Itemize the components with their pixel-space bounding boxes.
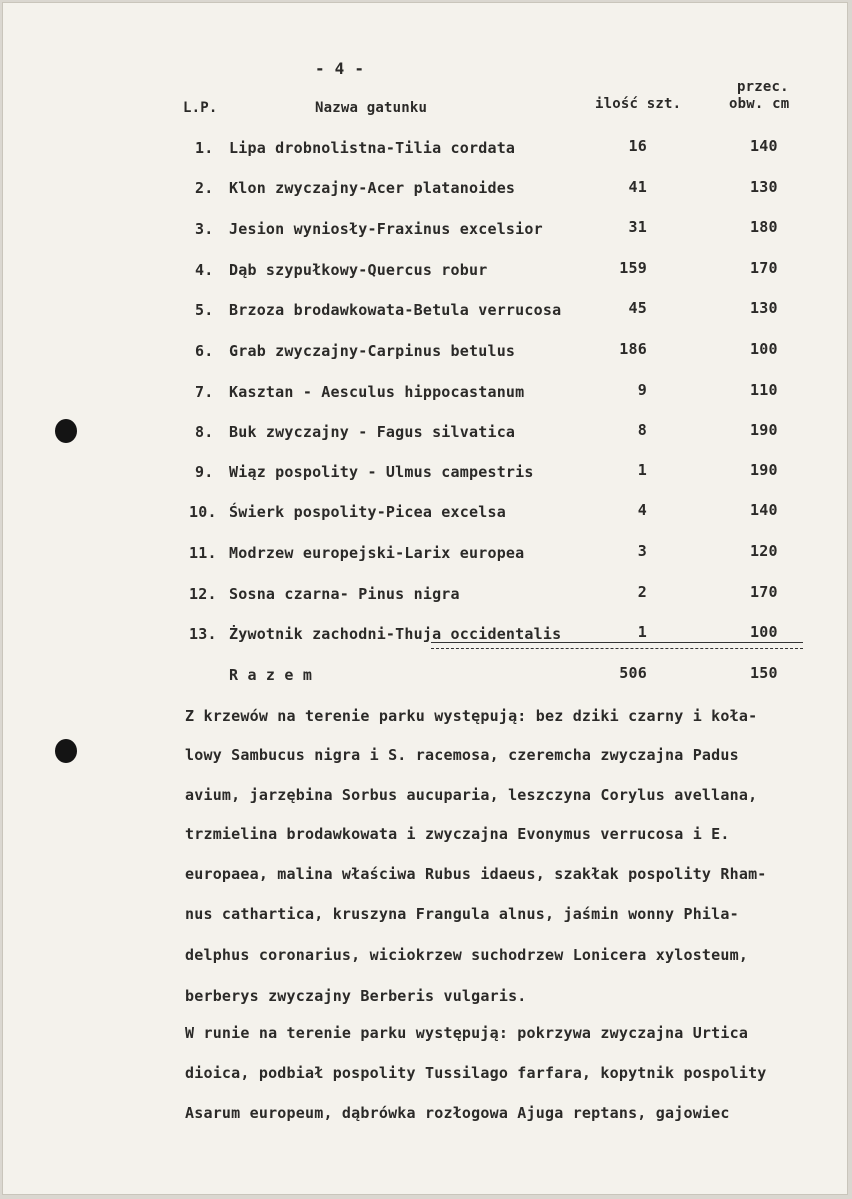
species-circumference: 140 <box>750 137 778 155</box>
row-number: 2. <box>195 179 214 197</box>
species-count: 1 <box>637 623 647 641</box>
paragraph-line: Z krzewów na terenie parku występują: bez dziki czarny i koła- <box>185 707 758 725</box>
row-number: 3. <box>195 220 214 238</box>
species-name: Kasztan - Aesculus hippocastanum <box>229 383 525 401</box>
species-count: 8 <box>637 421 647 439</box>
species-count: 2 <box>637 583 647 601</box>
species-circumference: 170 <box>750 259 778 277</box>
species-name: Dąb szypułkowy-Quercus robur <box>229 261 488 279</box>
species-circumference: 140 <box>750 501 778 519</box>
row-number: 12. <box>189 585 217 603</box>
paragraph-line: berberys zwyczajny Berberis vulgaris. <box>185 987 527 1005</box>
total-underline <box>431 642 803 643</box>
species-count: 16 <box>628 137 647 155</box>
total-count: 506 <box>619 664 647 682</box>
species-circumference: 190 <box>750 421 778 439</box>
species-count: 9 <box>637 381 647 399</box>
species-name: Jesion wyniosły-Fraxinus excelsior <box>229 220 543 238</box>
paragraph-line: lowy Sambucus nigra i S. racemosa, czeremcha zwyczajna Padus <box>185 746 739 764</box>
total-circumference: 150 <box>750 664 778 682</box>
species-name: Buk zwyczajny - Fagus silvatica <box>229 423 516 441</box>
species-count: 41 <box>628 178 647 196</box>
row-number: 6. <box>195 342 214 360</box>
species-name: Klon zwyczajny-Acer platanoides <box>229 179 516 197</box>
header-species-name: Nazwa gatunku <box>315 100 428 116</box>
total-label: R a z e m <box>229 666 313 684</box>
species-count: 1 <box>637 461 647 479</box>
species-circumference: 120 <box>750 542 778 560</box>
species-circumference: 170 <box>750 583 778 601</box>
row-number: 11. <box>189 544 217 562</box>
row-number: 9. <box>195 463 214 481</box>
species-count: 45 <box>628 299 647 317</box>
species-name: Wiąz pospolity - Ulmus campestris <box>229 463 534 481</box>
species-name: Świerk pospolity-Picea excelsa <box>229 503 506 521</box>
header-circumference-line1: przec. <box>737 79 789 95</box>
species-count: 3 <box>637 542 647 560</box>
row-number: 1. <box>195 139 214 157</box>
page-number: - 4 - <box>315 59 365 78</box>
species-count: 159 <box>619 259 647 277</box>
species-circumference: 130 <box>750 178 778 196</box>
species-circumference: 100 <box>750 340 778 358</box>
row-number: 7. <box>195 383 214 401</box>
species-count: 4 <box>637 501 647 519</box>
species-circumference: 100 <box>750 623 778 641</box>
paragraph-line: delphus coronarius, wiciokrzew suchodrzew Lonicera xylosteum, <box>185 946 749 964</box>
paragraph-line: W runie na terenie parku występują: pokrzywa zwyczajna Urtica <box>185 1024 749 1042</box>
paragraph-line: avium, jarzębina Sorbus aucuparia, leszczyna Corylus avellana, <box>185 786 758 804</box>
row-number: 8. <box>195 423 214 441</box>
header-count: ilość szt. <box>595 96 682 112</box>
species-name: Brzoza brodawkowata-Betula verrucosa <box>229 301 562 319</box>
paragraph-line: trzmielina brodawkowata i zwyczajna Evonymus verrucosa i E. <box>185 825 730 843</box>
punch-hole-top <box>55 419 77 443</box>
header-circumference-line2: obw. cm <box>729 96 790 112</box>
species-name: Grab zwyczajny-Carpinus betulus <box>229 342 516 360</box>
paragraph-line: nus cathartica, kruszyna Frangula alnus, jaśmin wonny Phila- <box>185 905 739 923</box>
paragraph-line: Asarum europeum, dąbrówka rozłogowa Ajuga reptans, gajowiec <box>185 1104 730 1122</box>
species-name: Modrzew europejski-Larix europea <box>229 544 525 562</box>
paragraph-line: europaea, malina właściwa Rubus idaeus, szakłak pospolity Rham- <box>185 865 767 883</box>
total-underline-dashed <box>431 648 803 649</box>
punch-hole-bottom <box>55 739 77 763</box>
row-number: 13. <box>189 625 217 643</box>
species-name: Sosna czarna- Pinus nigra <box>229 585 460 603</box>
paragraph-line: dioica, podbiał pospolity Tussilago farfara, kopytnik pospolity <box>185 1064 767 1082</box>
species-name: Żywotnik zachodni-Thuja occidentalis <box>229 625 562 643</box>
header-lp: L.P. <box>183 100 218 116</box>
species-count: 186 <box>619 340 647 358</box>
row-number: 4. <box>195 261 214 279</box>
species-name: Lipa drobnolistna-Tilia cordata <box>229 139 516 157</box>
species-circumference: 110 <box>750 381 778 399</box>
row-number: 10. <box>189 503 217 521</box>
species-circumference: 130 <box>750 299 778 317</box>
species-count: 31 <box>628 218 647 236</box>
species-circumference: 190 <box>750 461 778 479</box>
document-page <box>2 2 848 1195</box>
row-number: 5. <box>195 301 214 319</box>
species-circumference: 180 <box>750 218 778 236</box>
